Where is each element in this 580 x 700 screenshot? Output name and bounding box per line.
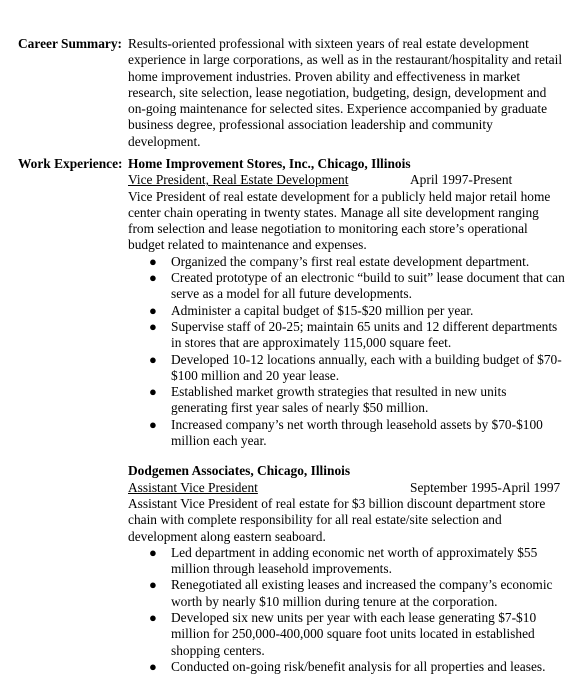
work-experience-content	[128, 156, 566, 675]
job-description-line: Assistant Vice President of real estate for $3 billion discount department store	[128, 495, 546, 511]
achievement-line: Led department in adding economic net worth of approximately $55	[171, 544, 538, 560]
job-description-line: development along eastern seaboard.	[128, 528, 326, 544]
achievement-line: Conducted on-going risk/benefit analysis for all properties and leases.	[171, 658, 546, 674]
job-description-line: budget related to maintenance and expenses.	[128, 237, 367, 253]
achievement-item	[128, 352, 566, 385]
summary-line: business degree, professional association leadership and community	[128, 117, 493, 133]
company-name: Home Improvement Stores, Inc., Chicago, Illinois	[128, 156, 411, 171]
summary-line: on-going maintenance for selected sites. Experience accompanied by graduate	[128, 101, 548, 117]
achievement-item	[128, 577, 566, 610]
achievement-line: serve as a model for all future developments.	[171, 286, 412, 302]
achievement-list	[128, 545, 566, 675]
summary-line: Results-oriented professional with sixteen years of real estate development	[128, 36, 529, 51]
achievement-item	[128, 270, 566, 303]
company-name: Dodgemen Associates, Chicago, Illinois	[128, 463, 351, 479]
achievement-line: Developed 10-12 locations annually, each with a building budget of $70-	[171, 351, 562, 367]
achievement-item	[128, 545, 566, 578]
achievement-item	[128, 319, 566, 352]
achievement-line: Developed six new units per year with each lease generating $7-$10	[171, 610, 537, 626]
achievement-line: Organized the company’s first real estate development department.	[171, 253, 530, 269]
achievement-list	[128, 254, 566, 450]
achievement-item	[128, 659, 566, 675]
achievement-line: worth by nearly $10 million during tenure at the corporation.	[171, 593, 498, 609]
job-description-line: Vice President of real estate development for a publicly held major retail home	[128, 188, 551, 204]
bullet-icon: ●	[149, 270, 157, 286]
summary-line: home improvement industries. Proven ability and effectiveness in market	[128, 68, 521, 84]
job-title: Assistant Vice President	[128, 479, 258, 495]
job-dates: September 1995-April 1997	[410, 479, 561, 495]
achievement-line: Supervise staff of 20-25; maintain 65 units and 12 different departments	[171, 318, 558, 334]
summary-line: experience in large corporations, as well as in the restaurant/hospitality and retail	[128, 52, 563, 68]
achievement-line: $100 million and 20 year lease.	[171, 367, 340, 383]
achievement-line: in stores that are approximately 115,000 square feet.	[171, 335, 452, 351]
achievement-item	[128, 417, 566, 450]
bullet-icon: ●	[149, 351, 157, 367]
achievement-line: Increased company’s net worth through leasehold assets by $70-$100	[171, 416, 543, 432]
achievement-line: Established market growth strategies that resulted in new units	[171, 384, 507, 400]
achievement-item	[128, 610, 566, 659]
achievement-line: million through leasehold improvements.	[171, 561, 392, 577]
achievement-line: million each year.	[171, 433, 267, 449]
career-summary-label: Career Summary:	[18, 36, 122, 51]
achievement-line: Administer a capital budget of $15-$20 million per year.	[171, 302, 474, 318]
job-description-line: chain with complete responsibility for all real estate/site selection and	[128, 512, 502, 528]
job-dates: April 1997-Present	[410, 172, 513, 188]
bullet-icon: ●	[149, 610, 157, 626]
bullet-icon: ●	[149, 416, 157, 432]
role-line	[128, 480, 566, 496]
achievement-item	[128, 254, 566, 270]
career-summary-text	[128, 36, 566, 150]
achievement-line: generating first year sales of nearly $50 million.	[171, 400, 429, 416]
summary-line: development.	[128, 133, 201, 149]
bullet-icon: ●	[149, 544, 157, 560]
job-title: Vice President, Real Estate Development	[128, 172, 349, 188]
achievement-line: Created prototype of an electronic “build to suit” lease document that can	[171, 270, 565, 286]
job-description-line: from selection and lease negotiation to monitoring each store’s operational	[128, 221, 528, 237]
job-entry	[128, 463, 566, 675]
job-description-line: center chain operating in twenty states. Manage all site development ranging	[128, 204, 539, 220]
achievement-item	[128, 303, 566, 319]
bullet-icon: ●	[149, 384, 157, 400]
summary-line: research, site selection, lease negotiation, budgeting, design, development and	[128, 84, 547, 100]
bullet-icon: ●	[149, 302, 157, 318]
achievement-line: million for 250,000-400,000 square foot units located in established	[171, 626, 535, 642]
bullet-icon: ●	[149, 658, 157, 674]
bullet-icon: ●	[149, 318, 157, 334]
role-line	[128, 172, 566, 188]
work-experience-label: Work Experience:	[18, 156, 123, 171]
achievement-line: shopping centers.	[171, 642, 265, 658]
achievement-item	[128, 384, 566, 417]
job-entry	[128, 156, 566, 449]
bullet-icon: ●	[149, 253, 157, 269]
achievement-line: Renegotiated all existing leases and increased the company’s economic	[171, 577, 553, 593]
bullet-icon: ●	[149, 577, 157, 593]
